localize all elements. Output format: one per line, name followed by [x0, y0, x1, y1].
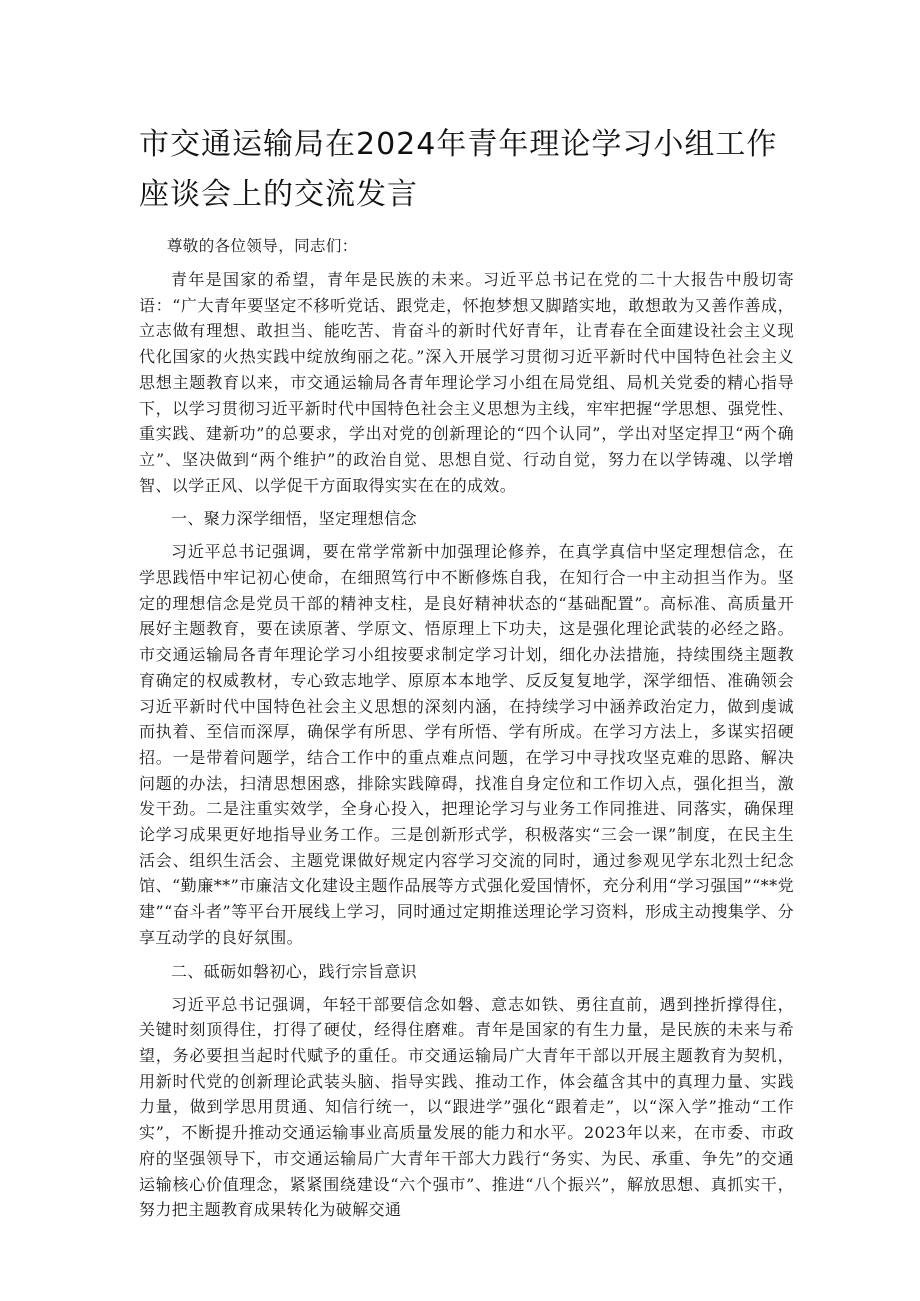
section-heading-1: 一、聚力深学细悟，坚定理想信念: [171, 509, 418, 529]
salutation: 尊敬的各位领导，同志们：: [166, 237, 358, 255]
document-body: [139, 234, 794, 1223]
section-heading-2: 二、砥砺如磐初心，践行宗旨意识: [171, 961, 418, 981]
section-paragraph-2: 习近平总书记强调，年轻干部要信念如磐、意志如铁、勇往直前，遇到挫折撑得住，关键时刻顶得住，打得了硬仗，经得住磨难。青年是国家的有生力量，是民族的未来与希望，务必要担当起时代赋予的重任。市交通运输局广大青年干部以开展主题教育为契机，用新时代党的创新理论武装头脑、指导实践、推动工作，体会蕴含其中的真理力量、实践力量，做到学思用贯通、知信行统一，以“跟进学”强化“跟着走”，以“深入学”推动“工作实”，不断提升推动交通运输事业高质量发展的能力和水平。2023年以来，在市委、市政府的坚强领导下，市交通运输局广大青年干部大力践行“务实、为民、承重、争先”的交通运输核心价值理念，紧紧围绕建设“六个强市”、推进“八个振兴”，解放思想、真抓实干，努力把主题教育成果转化为破解交通: [139, 994, 794, 1220]
section-paragraph-1: 习近平总书记强调，要在常学常新中加强理论修养，在真学真信中坚定理想信念，在学思践悟中牢记初心使命，在细照笃行中不断修炼自我，在知行合一中主动担当作为。坚定的理想信念是党员干部的精神支柱，是良好精神状态的“基础配置”。高标准、高质量开展好主题教育，要在读原著、学原文、悟原理上下功夫，这是强化理论武装的必经之路。市交通运输局各青年理论学习小组按要求制定学习计划，细化办法措施，持续围绕主题教育确定的权威教材，专心致志地学、原原本本地学、反反复复地学，深学细悟、准确领会习近平新时代中国特色社会主义思想的深刻内涵，在持续学习中涵养政治定力，做到虔诚而执着、至信而深厚，确保学有所思、学有所悟、学有所成。在学习方法上，多谋实招硬招。一是带着问题学，结合工作中的重点难点问题，在学习中寻找攻坚克难的思路、解决问题的办法，扫清思想困惑，排除实践障碍，找准自身定位和工作切入点，强化担当，激发干劲。二是注重实效学，全身心投入，把理论学习与业务工作同推进、同落实，确保理论学习成果更好地指导业务工作。三是创新形式学，积极落实“三会一课”制度，在民主生活会、组织生活会、主题党课做好规定内容学习交流的同时，通过参观见学东北烈士纪念馆、“勤廉**”市廉洁文化建设主题作品展等方式强化爱国情怀，充分利用“学习强国”“**党建”“奋斗者”等平台开展线上学习，同时通过定期推送理论学习资料，形成主动搜集学、分享互动学的良好氛围。: [139, 542, 794, 947]
intro-paragraph: 青年是国家的希望，青年是民族的未来。习近平总书记在党的二十大报告中殷切寄语：“广大青年要坚定不移听党话、跟党走，怀抱梦想又脚踏实地，敢想敢为又善作善成，立志做有理想、敢担当、能吃苦、肯奋斗的新时代好青年，让青春在全面建设社会主义现代化国家的火热实践中绽放绚丽之花。”深入开展学习贯彻习近平新时代中国特色社会主义思想主题教育以来，市交通运输局各青年理论学习小组在局党组、局机关党委的精心指导下，以学习贯彻习近平新时代中国特色社会主义思想为主线，牢牢把握“学思想、强党性、重实践、建新功”的总要求，学出对党的创新理论的“四个认同”，学出对坚定捍卫“两个确立”、坚决做到“两个维护”的政治自觉、思想自觉、行动自觉，努力在以学铸魂、以学增智、以学正风、以学促干方面取得实实在在的成效。: [139, 270, 794, 495]
document-title: 市交通运输局在2024年青年理论学习小组工作座谈会上的交流发言: [139, 127, 778, 212]
